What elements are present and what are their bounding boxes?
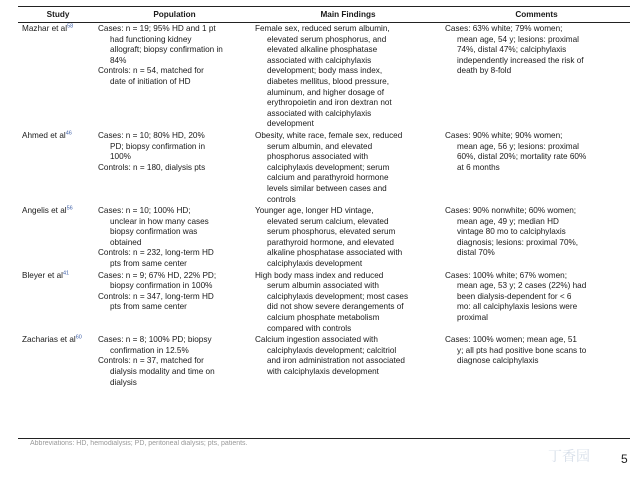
findings-line: compared with controls xyxy=(267,323,352,333)
comments-cell xyxy=(445,206,630,270)
population-line: Controls: n = 180, dialysis pts xyxy=(98,162,206,172)
population-paragraph xyxy=(98,248,251,269)
findings-line: Obesity, white race, female sex, reduced xyxy=(255,130,403,140)
comments-line: independently increased the risk of xyxy=(457,55,584,65)
findings-line: did not show severe derangements of xyxy=(267,302,404,312)
findings-line: levels similar between cases and xyxy=(267,183,387,193)
comments-line: 60%, distal 20%; mortality rate 60% xyxy=(457,152,587,162)
table-body xyxy=(18,23,630,388)
findings-line: alkaline phosphatase associated with xyxy=(267,248,403,258)
studies-table xyxy=(18,6,630,388)
population-line: obtained xyxy=(110,237,142,247)
findings-line: calciphylaxis development; serum xyxy=(267,162,390,172)
population-cell xyxy=(98,335,255,388)
comments-line: mo: all calciphylaxis lesions were xyxy=(457,302,578,312)
findings-line: calcium and parathyroid hormone xyxy=(267,173,389,183)
population-paragraph xyxy=(98,163,251,174)
population-line: 84% xyxy=(110,55,127,65)
comments-cell xyxy=(445,24,630,130)
findings-cell xyxy=(255,335,445,388)
comments-cell xyxy=(445,335,630,388)
comments-line: vintage 80 mo to calciphylaxis xyxy=(457,227,566,237)
comments-line: mean age, 53 y; 2 cases (22%) had xyxy=(457,281,587,291)
findings-line: High body mass index and reduced xyxy=(255,270,384,280)
findings-line: Younger age, longer HD vintage, xyxy=(255,206,374,216)
table-footnote: Abbreviations: HD, hemodialysis; PD, peritoneal dialysis; pts, patients. xyxy=(30,440,248,447)
study-name: Angelis et al xyxy=(22,206,67,216)
population-line: pts from same center xyxy=(110,259,187,269)
population-line: Cases: n = 8; 100% PD; biopsy xyxy=(98,335,212,345)
findings-cell xyxy=(255,206,445,270)
table-bottom-rule xyxy=(18,438,630,439)
study-name: Bleyer et al xyxy=(22,270,63,280)
table-row xyxy=(18,270,630,335)
findings-cell xyxy=(255,131,445,205)
findings-line: associated with calciphylaxis xyxy=(267,55,372,65)
population-cell xyxy=(98,271,255,335)
comments-line: mean age, 56 y; lesions: proximal xyxy=(457,141,579,151)
study-reference: 58 xyxy=(67,23,74,30)
findings-line: Calcium ingestion associated with xyxy=(255,335,378,345)
findings-line: elevated serum phosphorus, and xyxy=(267,34,387,44)
table-row xyxy=(18,334,630,388)
comments-line: Cases: 90% nonwhite; 60% women; xyxy=(445,206,577,216)
population-line: biopsy confirmation was xyxy=(110,227,198,237)
findings-line: parathyroid hormone, and elevated xyxy=(267,237,394,247)
comments-cell xyxy=(445,271,630,335)
comments-cell xyxy=(445,131,630,205)
comments-line: been dialysis-dependent for < 6 xyxy=(457,291,572,301)
table-row xyxy=(18,23,630,130)
population-line: Controls: n = 232, long-term HD xyxy=(98,248,214,258)
header-study: Study xyxy=(46,10,70,19)
comments-line: mean age, 49 y; median HD xyxy=(457,216,559,226)
study-cell xyxy=(18,24,98,130)
population-line: Cases: n = 10; 80% HD, 20% xyxy=(98,130,205,140)
findings-line: elevated alkaline phosphatase xyxy=(267,45,378,55)
findings-cell xyxy=(255,24,445,130)
findings-line: development; body mass index, xyxy=(267,66,383,76)
population-line: Controls: n = 54, matched for xyxy=(98,66,204,76)
findings-line: development xyxy=(267,119,314,129)
population-line: Cases: n = 10; 100% HD; xyxy=(98,206,191,216)
findings-line: phosphorus associated with xyxy=(267,152,369,162)
study-reference: 60 xyxy=(75,334,82,341)
study-name: Mazhar et al xyxy=(22,24,68,33)
study-reference: 46 xyxy=(65,130,72,137)
comments-line: 74%, distal 47%; calciphylaxis xyxy=(457,45,567,55)
comments-line: Cases: 63% white; 79% women; xyxy=(445,24,563,33)
population-line: allograft; biopsy confirmation in xyxy=(110,45,223,55)
population-line: Cases: n = 9; 67% HD, 22% PD; xyxy=(98,270,217,280)
population-paragraph xyxy=(98,271,251,292)
population-cell xyxy=(98,131,255,205)
population-paragraph xyxy=(98,24,251,66)
study-name: Ahmed et al xyxy=(22,130,66,140)
population-line: date of initiation of HD xyxy=(110,76,191,86)
comments-line: Cases: 100% women; mean age, 51 xyxy=(445,335,577,345)
population-line: PD; biopsy confirmation in xyxy=(110,141,206,151)
comments-line: diagnose calciphylaxis xyxy=(457,356,539,366)
comments-line: death by 8-fold xyxy=(457,66,512,76)
findings-line: calciphylaxis development; calcitriol xyxy=(267,345,397,355)
findings-line: with calciphylaxis development xyxy=(267,367,379,376)
population-paragraph xyxy=(98,292,251,313)
page-number: 5 xyxy=(621,452,628,466)
findings-line: calciphylaxis development xyxy=(267,259,363,269)
population-line: pts from same center xyxy=(110,302,187,312)
population-line: had functioning kidney xyxy=(110,34,192,44)
findings-line: diabetes mellitus, blood pressure, xyxy=(267,76,389,86)
population-paragraph xyxy=(98,335,251,356)
table-row xyxy=(18,205,630,270)
header-main-findings: Main Findings xyxy=(320,10,376,19)
findings-line: elevated serum calcium, elevated xyxy=(267,216,389,226)
header-comments: Comments xyxy=(515,10,558,19)
population-cell xyxy=(98,24,255,130)
findings-line: associated with calciphylaxis xyxy=(267,108,372,118)
population-paragraph xyxy=(98,66,251,87)
study-cell xyxy=(18,271,98,335)
comments-line: diagnosis; lesions: proximal 70%, xyxy=(457,237,579,247)
comments-line: at 6 months xyxy=(457,162,500,172)
study-cell xyxy=(18,206,98,270)
findings-line: and iron administration not associated xyxy=(267,356,405,366)
population-line: 100% xyxy=(110,152,131,162)
study-cell xyxy=(18,335,98,388)
table-header xyxy=(18,7,630,23)
comments-line: distal 70% xyxy=(457,248,495,258)
population-line: biopsy confirmation in 100% xyxy=(110,281,213,291)
findings-line: calcium phosphate metabolism xyxy=(267,313,380,323)
population-cell xyxy=(98,206,255,270)
population-paragraph xyxy=(98,206,251,248)
comments-line: y; all pts had positive bone scans to xyxy=(457,345,587,355)
comments-line: Cases: 100% white; 67% women; xyxy=(445,270,567,280)
findings-line: calciphylaxis development; most cases xyxy=(267,291,409,301)
findings-cell xyxy=(255,271,445,335)
findings-line: Female sex, reduced serum albumin, xyxy=(255,24,390,33)
watermark-logo: 丁香园 xyxy=(548,448,590,464)
study-name: Zacharias et al xyxy=(22,335,76,345)
comments-line: mean age, 54 y; lesions: proximal xyxy=(457,34,579,44)
findings-line: serum albumin associated with xyxy=(267,281,379,291)
population-line: Controls: n = 347, long-term HD xyxy=(98,291,214,301)
study-reference: 56 xyxy=(66,205,73,212)
population-line: dialysis modality and time on xyxy=(110,367,215,376)
study-reference: 41 xyxy=(62,269,70,276)
findings-line: serum phosphorus, elevated serum xyxy=(267,227,396,237)
population-line: Cases: n = 19; 95% HD and 1 pt xyxy=(98,24,216,33)
findings-line: serum albumin, and elevated xyxy=(267,141,373,151)
comments-line: proximal xyxy=(457,313,488,323)
study-cell xyxy=(18,131,98,205)
table-row xyxy=(18,130,630,205)
findings-line: aluminum, and higher dosage of xyxy=(267,87,384,97)
population-line: Controls: n = 37, matched for xyxy=(98,356,204,366)
findings-line: controls xyxy=(267,194,296,204)
population-line: unclear in how many cases xyxy=(110,216,209,226)
population-line: confirmation in 12.5% xyxy=(110,345,189,355)
population-paragraph xyxy=(98,356,251,388)
population-paragraph xyxy=(98,131,251,163)
findings-line: erythropoietin and iron dextran not xyxy=(267,98,392,108)
header-population: Population xyxy=(153,10,196,19)
population-line: dialysis xyxy=(110,377,137,387)
comments-line: Cases: 90% white; 90% women; xyxy=(445,130,563,140)
